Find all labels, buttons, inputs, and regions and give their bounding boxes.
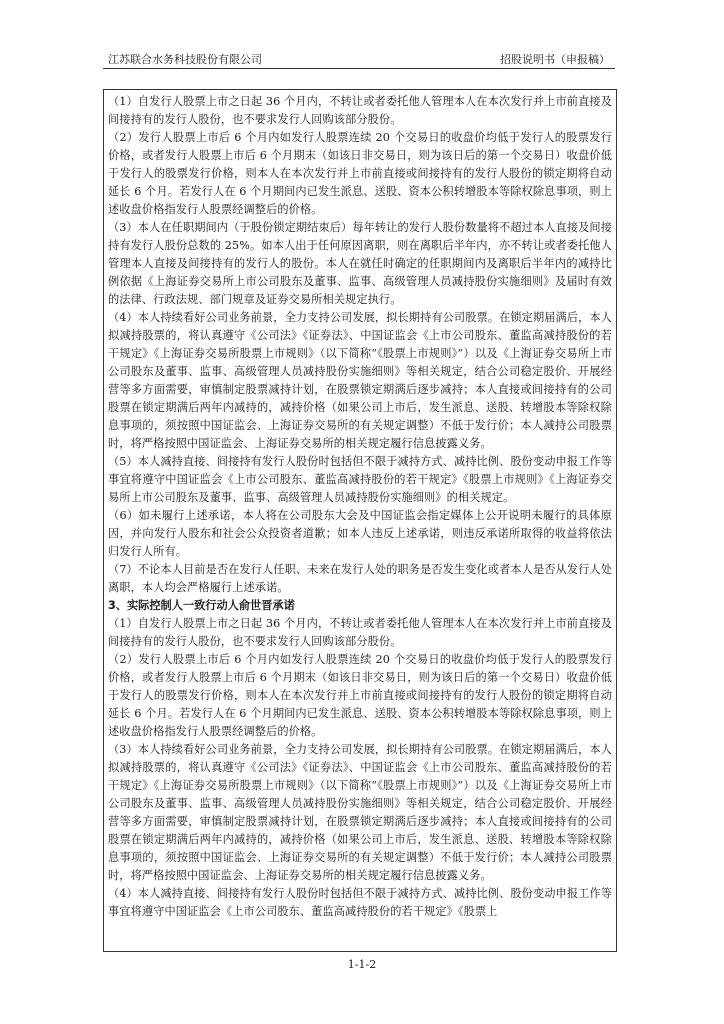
paragraph: （1）自发行人股票上市之日起 36 个月内，不转让或者委托他人管理本人在本次发行并上市前直接及间接持有的发行人股份，也不要求发行人回购该部分股份。 — [108, 617, 612, 648]
header-company: 江苏联合水务科技股份有限公司 — [108, 53, 262, 66]
paragraph: （4）本人持续看好公司业务前景，全力支持公司发展，拟长期持有公司股票。在锁定期届满后，本人拟减持股票的，将认真遵守《公司法》《证券法》、中国证监会《上市公司股东、董监高减持股份的若干规定》《上海证券交易所股票上市规则》（以下简称“《股票上市规则》”）以及《上海证券交易所上市公司股东及董事、监事、高级管理人员减持股份实施细则》等相关规定，结合公司稳定股价、开展经营等多方面需要，审慎制定股票减持计划，在股票锁定期满后逐步减持；本人直接或间接持有的公司股票在锁定期满后两年内减持的，减持价格（如果公司上市后，发生派息、送股、转增股本等除权除息事项的，须按照中国证监会、上海证券交易所的有关规定调整）不低于发行价；本人减持公司股票时，将严格按照中国证监会、上海证券交易所的相关规定履行信息披露义务。 — [108, 311, 612, 450]
paragraph: （4）本人减持直接、间接持有发行人股份时包括但不限于减持方式、减持比例、股份变动申报工作等事宜将遵守中国证监会《上市公司股东、董监高减持股份的若干规定》《股票上 — [108, 887, 612, 918]
paragraph: （3）本人持续看好公司业务前景，全力支持公司发展，拟长期持有公司股票。在锁定期届满后，本人拟减持股票的，将认真遵守《公司法》《证券法》、中国证监会《上市公司股东、董监高减持股份的若干规定》《上海证券交易所股票上市规则》（以下简称“《股票上市规则》”）以及《上海证券交易所上市公司股东及董事、监事、高级管理人员减持股份实施细则》等相关规定，结合公司稳定股价、开展经营等多方面需要，审慎制定股票减持计划，在股票锁定期满后逐步减持；本人直接或间接持有的公司股票在锁定期满后两年内减持的，减持价格（如果公司上市后，发生派息、送股、转增股本等除权除息事项的，须按照中国证监会、上海证券交易所的有关规定调整）不低于发行价；本人减持公司股票时，将严格按照中国证监会、上海证券交易所的相关规定履行信息披露义务。 — [108, 743, 612, 882]
paragraph: （3）本人在任职期间内（于股份锁定期结束后）每年转让的发行人股份数量将不超过本人直接及间接持有发行人股份总数的 25%。如本人出于任何原因离职，则在离职后半年内，亦不转让或者委托他人管理本人直接及间接持有的发行人的股份。本人在就任时确定的任职期间内及离职后半年内的减持比例依据《上海证券交易所上市公司股东及董事、监事、高级管理人员减持股份实施细则》及届时有效的法律、行政法规、部门规章及证券交易所相关规定执行。 — [108, 221, 612, 306]
paragraph: （1）自发行人股票上市之日起 36 个月内，不转让或者委托他人管理本人在本次发行并上市前直接及间接持有的发行人股份，也不要求发行人回购该部分股份。 — [108, 95, 612, 126]
paragraph: （7）不论本人目前是否在发行人任职、未来在发行人处的职务是否发生变化或者本人是否从发行人处离职，本人均会严格履行上述承诺。 — [108, 563, 612, 594]
section-title: 3、实际控制人一致行动人俞世晋承诺 — [108, 599, 295, 612]
paragraph: （2）发行人股票上市后 6 个月内如发行人股票连续 20 个交易日的收盘价均低于发行人的股票发行价格，或者发行人股票上市后 6 个月期末（如该日非交易日，则为该日后的第一个交易日）收盘价低于发行人的股票发行价格，则本人在本次发行并上市前直接或间接持有的发行人股份的锁定期将自动延长 6 个月。若发行人在 6 个月期间内已发生派息、送股、资本公积转增股本等除权除息事项，则上述收盘价格指发行人股票经调整后的价格。 — [108, 131, 612, 216]
header-doc-type: 招股说明书（申报稿） — [500, 53, 610, 66]
paragraph: （6）如未履行上述承诺，本人将在公司股东大会及中国证监会指定媒体上公开说明未履行的具体原因，并向发行人股东和社会公众投资者道歉；如本人违反上述承诺，则违反承诺所取得的收益将依法归发行人所有。 — [108, 509, 612, 558]
paragraph: （2）发行人股票上市后 6 个月内如发行人股票连续 20 个交易日的收盘价均低于发行人的股票发行价格，或者发行人股票上市后 6 个月期末（如该日非交易日，则为该日后的第一个交易日）收盘价低于发行人的股票发行价格，则本人在本次发行并上市前直接或间接持有的发行人股份的锁定期将自动延长 6 个月。若发行人在 6 个月期间内已发生派息、送股、资本公积转增股本等除权除息事项，则上述收盘价格指发行人股票经调整后的价格。 — [108, 653, 612, 738]
paragraph: （5）本人减持直接、间接持有发行人股份时包括但不限于减持方式、减持比例、股份变动申报工作等事宜将遵守中国证监会《上市公司股东、董监高减持股份的若干规定》《股票上市规则》《上海证券交易所上市公司股东及董事、监事、高级管理人员减持股份实施细则》的相关规定。 — [108, 455, 612, 504]
header-rule — [103, 68, 615, 69]
page-number: 1-1-2 — [347, 958, 377, 971]
commitment-box — [103, 89, 617, 952]
